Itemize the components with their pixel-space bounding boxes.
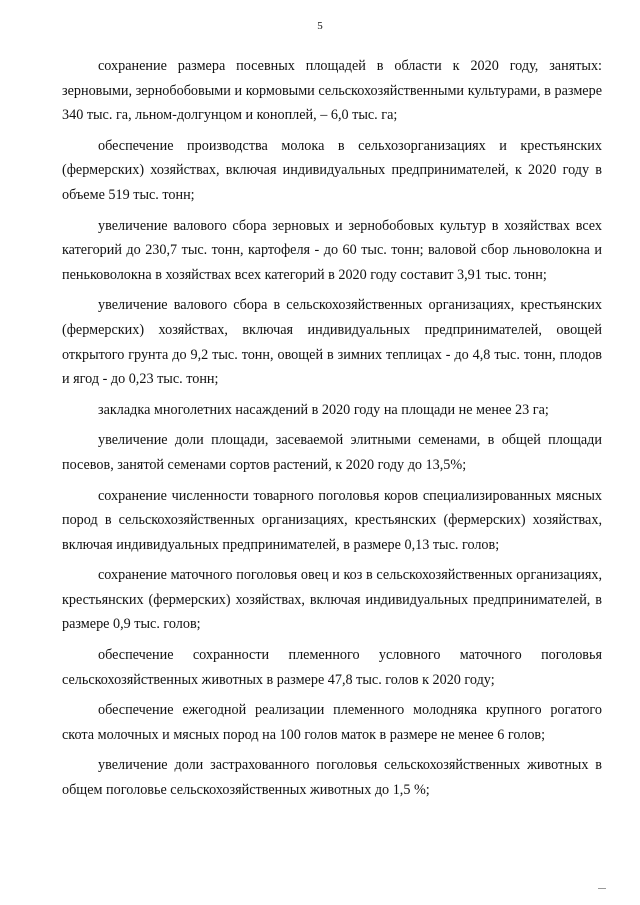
paragraph-milk-production: обеспечение производства молока в сельхозорганизациях и крестьянских (фермерских) хозяйствах, включая индивидуальных предпринимателей, к 2020 году в объеме 519 тыс. тонн;	[62, 137, 602, 203]
paragraph-perennial-plantings: закладка многолетних насаждений в 2020 году на площади не менее 23 га;	[98, 401, 549, 418]
paragraph-insured-livestock: увеличение доли застрахованного поголовья сельскохозяйственных животных в общем поголовье сельскохозяйственных животных до 1,5 %;	[62, 757, 602, 799]
paragraph-grain-harvest: увеличение валового сбора зерновых и зернобобовых культур в хозяйствах всех категорий до 230,7 тыс. тонн, картофеля - до 60 тыс. тонн; валовой сбор льноволокна и пеньковолокна в хозяйствах всех категорий в 2020 году составит 3,91 тыс. тонн;	[62, 217, 602, 283]
paragraph-elite-seeds: увеличение доли площади, засеваемой элитными семенами, в общей площади посевов, занятой семенами сортов растений, к 2020 году до 13,5%;	[62, 432, 602, 473]
paragraph-sown-area: сохранение размера посевных площадей в области к 2020 году, занятых: зерновыми, зернобобовыми и кормовыми сельскохозяйственными культурами, в размере 340 тыс. га, льном-долгунцом и коноплей, – 6,0 тыс. га;	[62, 58, 602, 124]
paragraph-young-cattle-sales: обеспечение ежегодной реализации племенного молодняка крупного рогатого скота молочных и мясных пород на 100 голов маток в размере не менее 6 голов;	[62, 702, 602, 743]
document-body	[62, 54, 602, 809]
scan-mark	[598, 888, 606, 889]
paragraph-beef-cows: сохранение численности товарного поголовья коров специализированных мясных пород в сельскохозяйственных организациях, крестьянских (фермерских) хозяйствах, включая индивидуальных предпринимателей, в размере 0,13 тыс. голов;	[62, 487, 602, 553]
paragraph-sheep-goats: сохранение маточного поголовья овец и коз в сельскохозяйственных организациях, крестьянских (фермерских) хозяйствах, включая индивидуальных предпринимателей, в размере 0,9 тыс. голов;	[62, 567, 602, 633]
paragraph-breeding-stock: обеспечение сохранности племенного условного маточного поголовья сельскохозяйственных животных в размере 47,8 тыс. голов к 2020 году;	[62, 647, 602, 688]
paragraph-vegetable-harvest: увеличение валового сбора в сельскохозяйственных организациях, крестьянских (фермерских) хозяйствах, включая индивидуальных предпринимателей, овощей открытого грунта до 9,2 тыс. тонн, овощей в зимних теплицах - до 4,8 тыс. тонн, плодов и ягод - до 0,23 тыс. тонн;	[62, 297, 602, 388]
page-number: 5	[317, 20, 323, 32]
